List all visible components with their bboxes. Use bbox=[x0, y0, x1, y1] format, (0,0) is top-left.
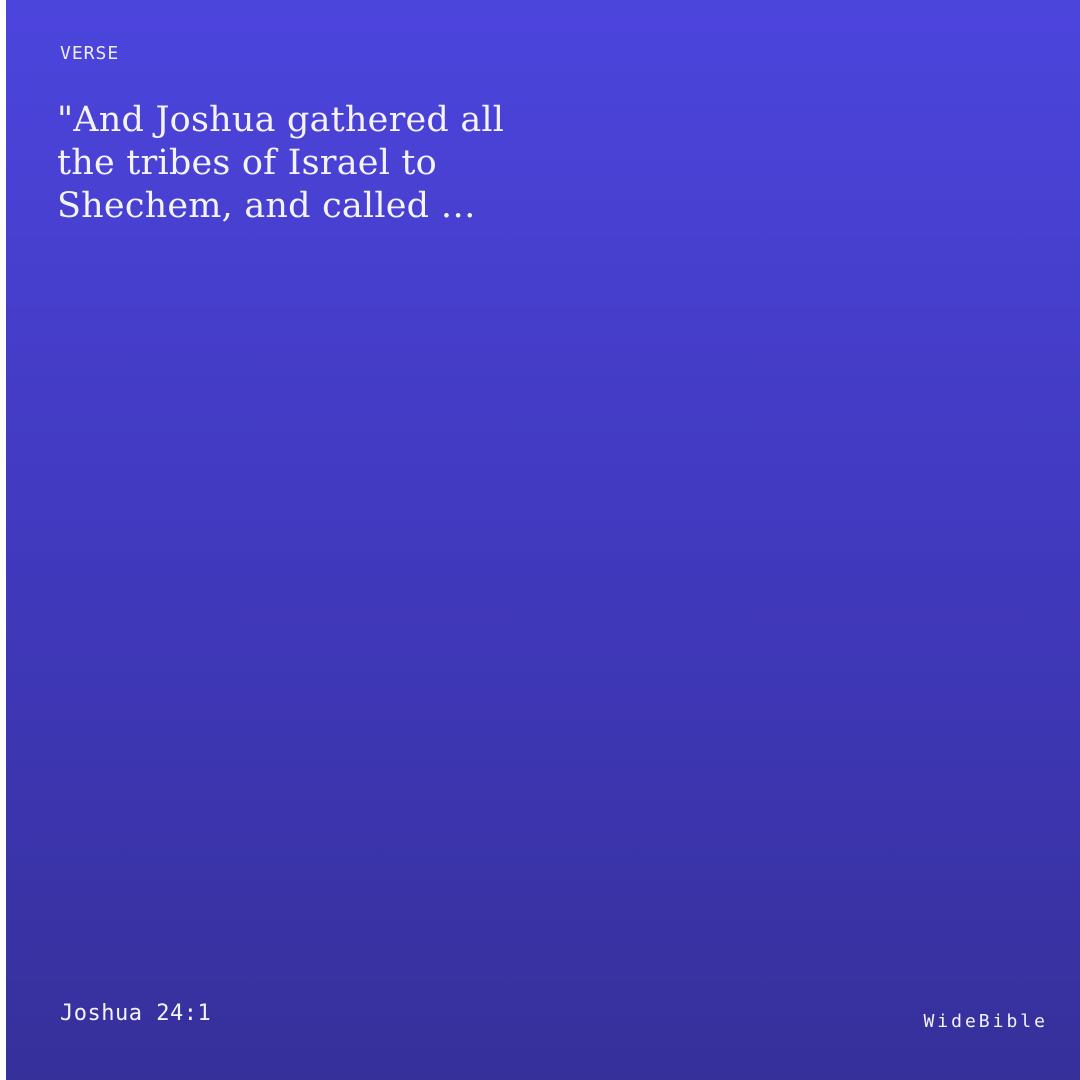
verse-text-line: Shechem, and called … bbox=[57, 186, 476, 226]
verse-text-line: the tribes of Israel to bbox=[57, 143, 437, 183]
verse-label: VERSE bbox=[60, 43, 120, 64]
verse-text bbox=[57, 99, 617, 228]
verse-reference: Joshua 24:1 bbox=[60, 1001, 212, 1026]
verse-card bbox=[6, 0, 1080, 1080]
brand-watermark: WideBible bbox=[923, 1011, 1048, 1032]
verse-text-line: "And Joshua gathered all bbox=[57, 100, 505, 140]
